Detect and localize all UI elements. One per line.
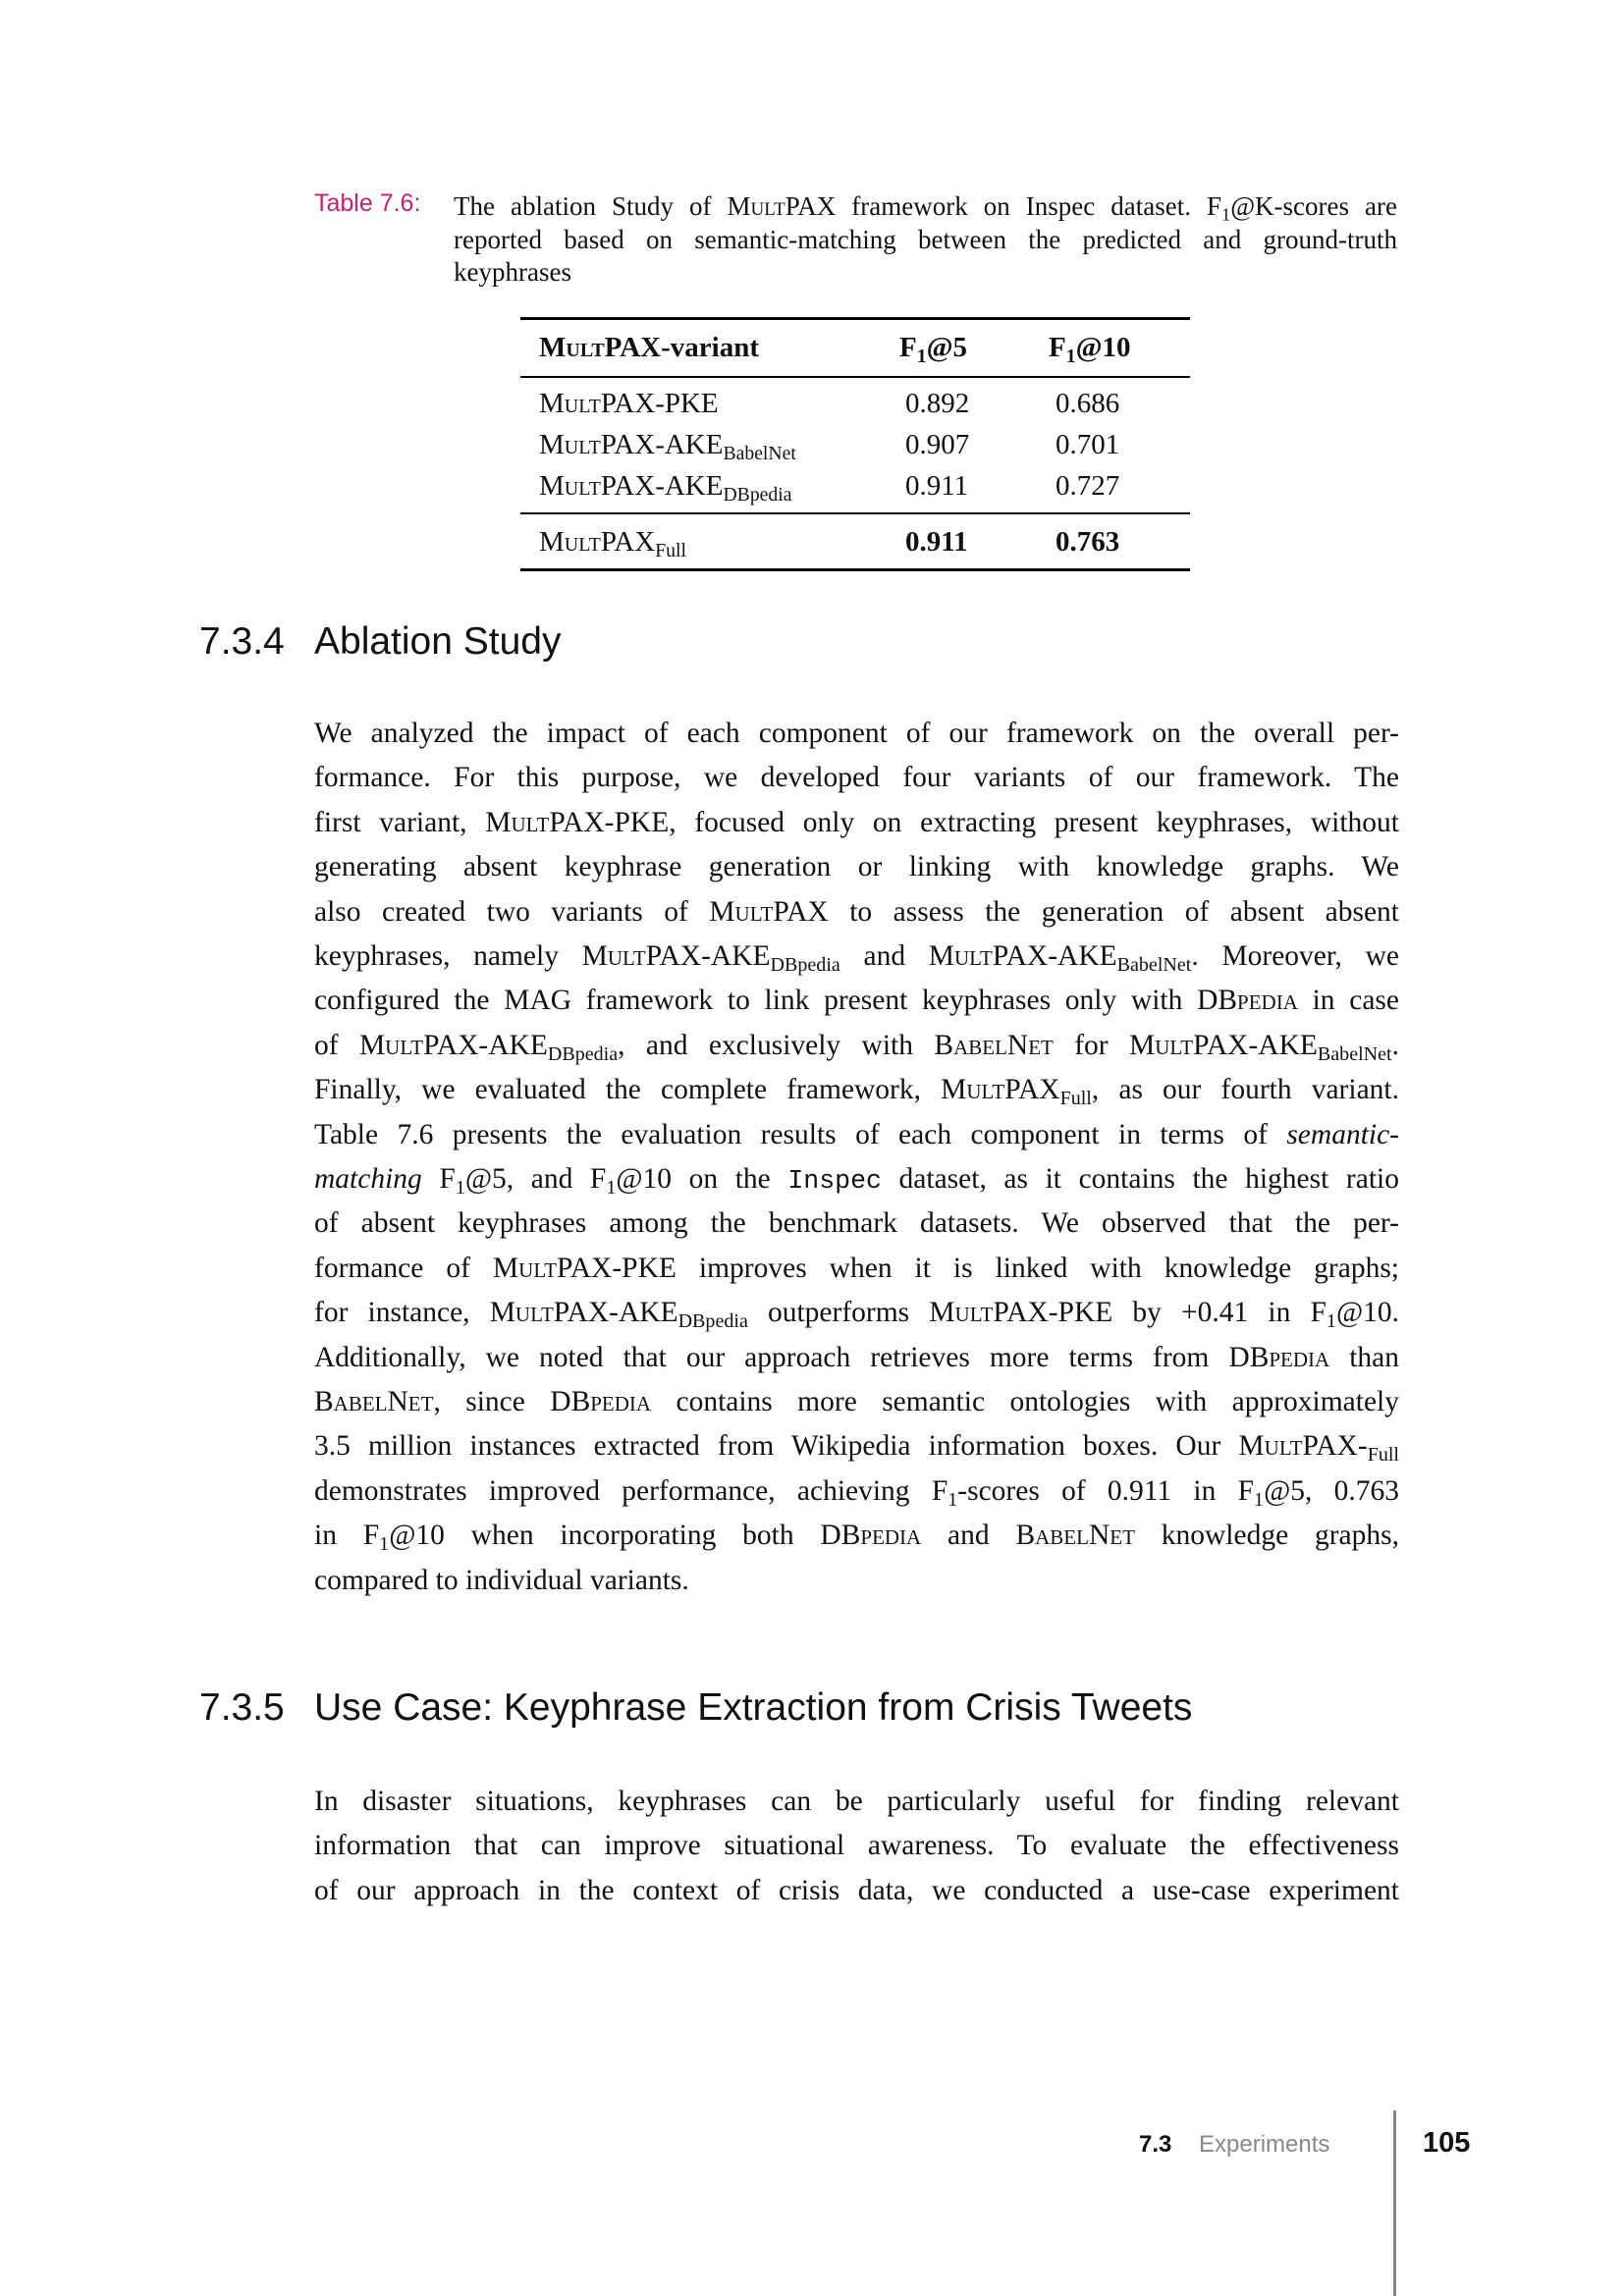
text-line (314, 1561, 1399, 1600)
table-cell-f10: 0.727 (1056, 470, 1120, 502)
section-heading-7-3-4 (199, 620, 562, 664)
text-segment: than (1329, 1341, 1400, 1373)
text-segment: . Moreover, we (1191, 940, 1399, 972)
variant-sc: MultPAX (539, 429, 656, 460)
text-line (314, 1382, 1399, 1421)
text-segment: formance of (314, 1252, 493, 1284)
text-segment: Full (1059, 1088, 1092, 1110)
variant-sc: MultPAX (539, 388, 656, 419)
text-line (454, 255, 1397, 289)
variant-sc: MultPAX (539, 526, 656, 558)
text-segment: matching (314, 1163, 422, 1195)
text-segment: -PKE by +0.41 in F (1048, 1297, 1326, 1329)
header-f1-at-10 (1049, 330, 1131, 365)
text-segment: of (314, 1029, 359, 1061)
text-line (314, 1115, 1399, 1154)
text-segment: Finally, we evaluated the complete framework, (314, 1074, 942, 1106)
text-segment: -AKE (1048, 940, 1117, 972)
text-segment: knowledge graphs, (1134, 1520, 1400, 1552)
text-segment: of absent keyphrases among the benchmark datasets. We observed that the per- (314, 1207, 1399, 1240)
text-segment: -PKE, focused only on extracting present keyphrases, without (604, 806, 1399, 838)
text-segment: in F (314, 1520, 380, 1552)
text-segment: @10 when incorporating both (389, 1520, 821, 1552)
text-segment: DBpedia (550, 1386, 652, 1417)
text-segment: @5, 0.763 (1264, 1474, 1399, 1507)
text-line (314, 892, 1399, 932)
text-line (314, 1203, 1399, 1243)
text-segment: 3.5 million instances extracted from Wikipedia information boxes. Our (314, 1430, 1239, 1463)
text-line (314, 1070, 1399, 1109)
text-segment: 1 (455, 1177, 465, 1200)
text-segment: BabelNet (1015, 1520, 1135, 1552)
table-top-rule (520, 317, 1190, 320)
header-variant (539, 330, 759, 365)
text-line (314, 803, 1399, 842)
text-line (314, 714, 1399, 753)
text-segment: The ablation Study of (454, 191, 728, 221)
table-cell-f10: 0.686 (1056, 388, 1120, 419)
table-row-variant (539, 386, 719, 421)
text-segment: , as our fourth variant. (1091, 1074, 1399, 1106)
text-segment: outperforms (747, 1297, 930, 1329)
text-segment: -PKE improves when it is linked with knowledge graphs; (612, 1252, 1399, 1284)
text-segment: DBpedia (1197, 985, 1298, 1017)
table-row-variant (539, 427, 796, 462)
text-segment: MultPAX (581, 940, 702, 972)
text-segment: generating absent keyphrase generation or linking with knowledge graphs. We (314, 851, 1399, 883)
table-row-variant (539, 468, 792, 504)
h5-sub: 1 (916, 345, 927, 367)
table-full-rule (520, 512, 1190, 514)
text-segment: Table 7.6 presents the evaluation results of each component in terms of (314, 1118, 1287, 1150)
page-number: 105 (1423, 2127, 1471, 2159)
table-bottom-rule (520, 568, 1190, 571)
text-segment: contains more semantic ontologies with approximately (651, 1386, 1399, 1417)
text-segment: BabelNet (1317, 1042, 1392, 1065)
text-segment: of our approach in the context of crisis data, we conducted a use-case experiment (314, 1874, 1399, 1906)
text-segment: MultPAX (941, 1074, 1060, 1106)
variant-sub: Full (655, 539, 686, 561)
text-segment: also created two variants of (314, 895, 710, 928)
text-segment: -scores of 0.911 in F (957, 1474, 1255, 1507)
header-variant-rest: -variant (661, 332, 759, 363)
text-segment: first variant, (314, 806, 486, 838)
text-segment: 1 (379, 1533, 390, 1556)
text-segment: DBpedia (770, 954, 840, 977)
text-segment: . (1391, 1029, 1399, 1061)
variant-rest: -AKE (655, 429, 724, 460)
footer-section-number: 7.3 (1139, 2131, 1172, 2158)
header-variant-sc: MultPAX (539, 332, 662, 363)
text-segment: Inspec (787, 1166, 882, 1196)
text-segment: keyphrases, namely (314, 940, 582, 972)
text-segment: information that can improve situational awareness. To evaluate the effectiveness (314, 1830, 1399, 1862)
variant-rest: -AKE (655, 470, 724, 502)
text-segment: MultPAX (928, 940, 1049, 972)
text-line (314, 1516, 1399, 1555)
variant-sub: DBpedia (723, 483, 792, 506)
text-segment: 1 (1221, 204, 1231, 225)
header-f1-at-5 (899, 330, 967, 365)
text-segment: MultPAX (929, 1297, 1049, 1329)
h10-rest: @10 (1075, 332, 1131, 363)
text-segment: MultPAX (1238, 1430, 1358, 1463)
text-segment: DBpedia (1228, 1341, 1330, 1373)
text-segment: MultPAX (727, 191, 837, 221)
text-segment: for (1053, 1029, 1130, 1061)
text-line (314, 1293, 1399, 1332)
footer-divider (1393, 2110, 1396, 2296)
text-segment: for instance, (314, 1297, 490, 1329)
text-segment: F (421, 1163, 456, 1195)
text-segment: and (839, 940, 929, 972)
text-line (314, 936, 1399, 976)
footer-section-title: Experiments (1199, 2131, 1330, 2158)
text-line (314, 1026, 1399, 1065)
text-line (314, 981, 1399, 1020)
text-line (314, 1471, 1399, 1511)
text-segment: dataset, as it contains the highest ratio (881, 1163, 1399, 1195)
h5-main: F (899, 332, 917, 363)
text-segment: formance. For this purpose, we developed four variants of our framework. The (314, 762, 1399, 794)
text-segment: framework on Inspec dataset. F (836, 191, 1221, 221)
text-line (314, 1826, 1399, 1865)
variant-sc: MultPAX (539, 470, 656, 502)
text-line (314, 1159, 1399, 1201)
section-title: Use Case: Keyphrase Extraction from Crisis Tweets (314, 1686, 1193, 1729)
text-segment: In disaster situations, keyphrases can be particularly useful for finding relevant (314, 1786, 1399, 1817)
text-segment: 1 (1326, 1310, 1336, 1333)
text-segment: demonstrates improved performance, achieving F (314, 1474, 948, 1507)
table-cell-f5: 0.892 (905, 388, 970, 419)
text-segment: 1 (606, 1177, 617, 1200)
text-line (314, 847, 1399, 886)
table-cell-f10: 0.701 (1056, 429, 1120, 460)
text-segment: @K-scores are (1230, 191, 1397, 221)
text-segment: @10. (1335, 1297, 1399, 1329)
variant-rest: -PKE (655, 388, 719, 419)
text-line (314, 1338, 1399, 1377)
text-segment: compared to individual variants. (314, 1564, 689, 1596)
h10-main: F (1049, 332, 1066, 363)
table-cell-f5: 0.907 (905, 429, 970, 460)
text-segment: 1 (1254, 1488, 1265, 1511)
table-cell-f5: 0.911 (905, 526, 968, 558)
table-caption-label: Table 7.6: (314, 189, 421, 217)
text-segment: MultPAX (1129, 1029, 1249, 1061)
text-line (314, 1782, 1399, 1821)
text-segment: 1 (947, 1488, 958, 1511)
text-segment: BabelNet (1116, 954, 1192, 977)
text-segment: @5, and F (464, 1163, 607, 1195)
text-segment: reported based on semantic-matching between the predicted and ground-truth (454, 224, 1397, 254)
text-segment: MultPAX (489, 1297, 610, 1329)
text-segment: Full (1367, 1444, 1399, 1467)
h5-rest: @5 (926, 332, 968, 363)
text-line (314, 758, 1399, 797)
text-segment: , since (433, 1386, 551, 1417)
section-number: 7.3.4 (199, 620, 285, 663)
text-segment: -AKE (609, 1297, 678, 1329)
text-segment: - (1357, 1430, 1368, 1463)
text-segment: in case (1297, 985, 1399, 1017)
text-segment: to assess the generation of absent absent (828, 895, 1400, 928)
text-segment: DBpedia (677, 1310, 748, 1333)
text-segment: We analyzed the impact of each component of our framework on the overall per- (314, 718, 1399, 749)
text-segment: DBpedia (820, 1520, 922, 1552)
text-segment: MultPAX (709, 895, 829, 928)
text-segment: Additionally, we noted that our approach retrieves more terms from (314, 1341, 1229, 1373)
text-segment: @10 on the (616, 1163, 788, 1195)
table-mid-rule (520, 376, 1190, 378)
text-line (454, 189, 1397, 223)
text-segment: MultPAX (492, 1252, 613, 1284)
section-number: 7.3.5 (199, 1686, 285, 1729)
text-line (314, 1249, 1399, 1288)
text-segment: -AKE (1248, 1029, 1318, 1061)
table-row-variant (539, 524, 686, 560)
text-segment: BabelNet (934, 1029, 1054, 1061)
text-segment: keyphrases (454, 257, 571, 287)
section-title: Ablation Study (314, 620, 562, 663)
table-cell-f5: 0.911 (905, 470, 969, 502)
text-segment: -AKE (701, 940, 771, 972)
variant-sub: BabelNet (723, 442, 796, 464)
text-segment: MultPAX (358, 1029, 479, 1061)
text-segment: and (921, 1520, 1016, 1552)
text-segment: BabelNet (314, 1386, 434, 1417)
text-line (314, 1871, 1399, 1910)
section-heading-7-3-5 (199, 1686, 1192, 1730)
text-segment: DBpedia (547, 1042, 619, 1065)
text-segment: MultPAX (485, 806, 605, 838)
text-segment: semantic- (1286, 1118, 1399, 1150)
table-cell-f10: 0.763 (1056, 526, 1120, 558)
text-segment: , and exclusively with (618, 1029, 935, 1061)
h10-sub: 1 (1065, 345, 1076, 367)
text-line (314, 1426, 1399, 1466)
text-segment: -AKE (478, 1029, 548, 1061)
text-line (454, 223, 1397, 256)
text-segment: configured the MAG framework to link present keyphrases only with (314, 985, 1198, 1017)
